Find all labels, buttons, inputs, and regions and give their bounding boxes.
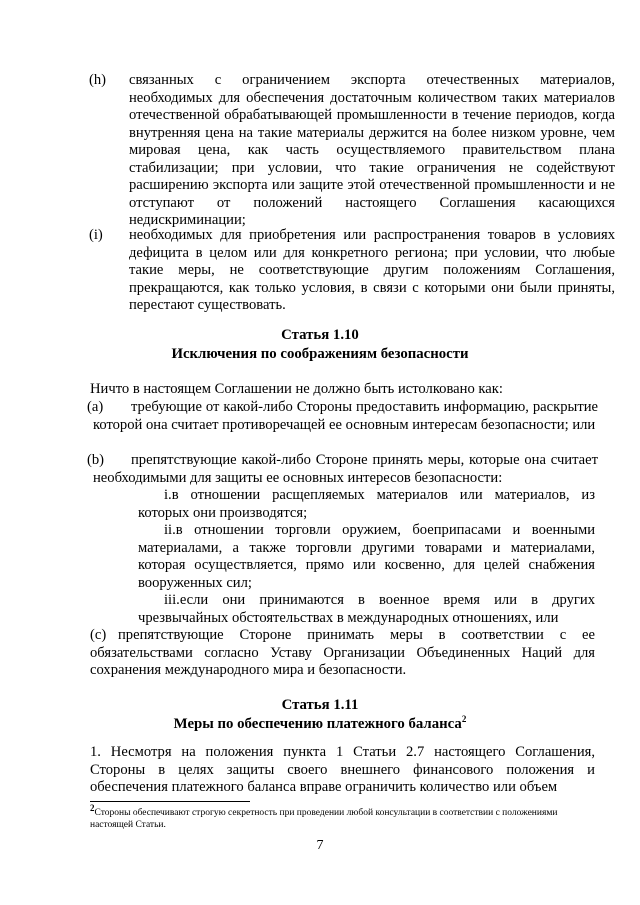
subclause-text: в отношении расщепляемых материалов или материалов, из которых они производятся; — [138, 487, 595, 521]
subclause-text: если они принимаются в военное время или в других чрезвычайных обстоятельствах в международных отношениях, или — [138, 592, 595, 626]
item-label: (i) — [89, 227, 103, 243]
article-1-10-title: Исключения по соображениям безопасности — [171, 346, 469, 362]
article-1-10-intro: Ничто в настоящем Соглашении не должно быть истолковано как: — [90, 381, 503, 397]
item-label: (h) — [89, 72, 107, 88]
list-item-h — [89, 72, 615, 230]
item-text: связанных с ограничением экспорта отечественных материалов, необходимых для обеспечения достаточным количеством таких материалов отечественной обрабатывающей промышленности в течение периодов, когда внутренняя цена на такие материалы держится на более низком уровне, чем мировая цена, как часть осуществляемого правительством плана стабилизации; при условии, что такие ограничения не содействуют расширению экспорта или защите этой отечественной промышленности и не отступают от положений настоящего Соглашения касающихся недискриминации; — [129, 72, 615, 228]
footnote-mark: 2 — [90, 802, 95, 813]
article-1-10-number: Статья 1.10 — [281, 327, 359, 343]
subclause-label: ii. — [164, 522, 176, 538]
clause-label: (с) — [90, 627, 107, 643]
subclause-label: i. — [164, 487, 172, 503]
article-1-11-paragraph-1: 1. Несмотря на положения пункта 1 Статьи 2.7 настоящего Соглашения, Стороны в целях защиты своего внешнего финансового положения и обеспечения платежного баланса вправе ограничить количество или объем — [90, 744, 595, 795]
footnote — [90, 802, 560, 831]
subclause-b-ii — [138, 522, 595, 592]
clause-b — [87, 452, 598, 487]
subclause-text: в отношении торговли оружием, боеприпасами и военными материалами, а также торговли другими товарами и материалами, которая осуществляется, прямо или косвенно, для целей снабжения вооруженных сил; — [138, 522, 595, 591]
article-1-11-title: Меры по обеспечению платежного баланса — [173, 716, 462, 732]
page-number: 7 — [316, 838, 324, 853]
article-1-11-title-line — [0, 715, 640, 734]
clause-text: требующие от какой-либо Стороны предоставить информацию, раскрытие которой она считает противоречащей ее основным интересам безопасности; или — [93, 399, 598, 433]
list-item-i — [89, 227, 615, 315]
footnote-text: Стороны обеспечивают строгую секретность при проведении любой консультации в соответствии с положениями настоящей Статьи. — [90, 808, 558, 830]
item-text: необходимых для приобретения или распространения товаров в условиях дефицита в целом или для конкретного региона; при условии, что любые такие меры, не соответствующие другим положениям Соглашения, прекращаются, как только условия, в связи с которыми они были приняты, перестают существовать. — [129, 227, 615, 313]
article-1-11-number: Статья 1.11 — [281, 697, 359, 713]
clause-a — [87, 399, 598, 434]
clause-text: препятствующие Стороне принимать меры в соответствии с ее обязательствами согласно Уставу Организации Объединенных Наций для сохранения международного мира и безопасности. — [90, 627, 595, 678]
footnote-reference[interactable]: 2 — [461, 714, 467, 725]
subclause-b-iii — [138, 592, 595, 627]
footnote-divider — [90, 801, 250, 802]
subclause-b-i — [138, 487, 595, 522]
subclause-label: iii. — [164, 592, 180, 608]
clause-c — [90, 627, 595, 680]
clause-label: (b) — [87, 452, 105, 468]
clause-label: (a) — [87, 399, 104, 415]
clause-text: препятствующие какой-либо Стороне принять меры, которые она считает необходимыми для защиты ее основных интересов безопасности: — [93, 452, 598, 486]
